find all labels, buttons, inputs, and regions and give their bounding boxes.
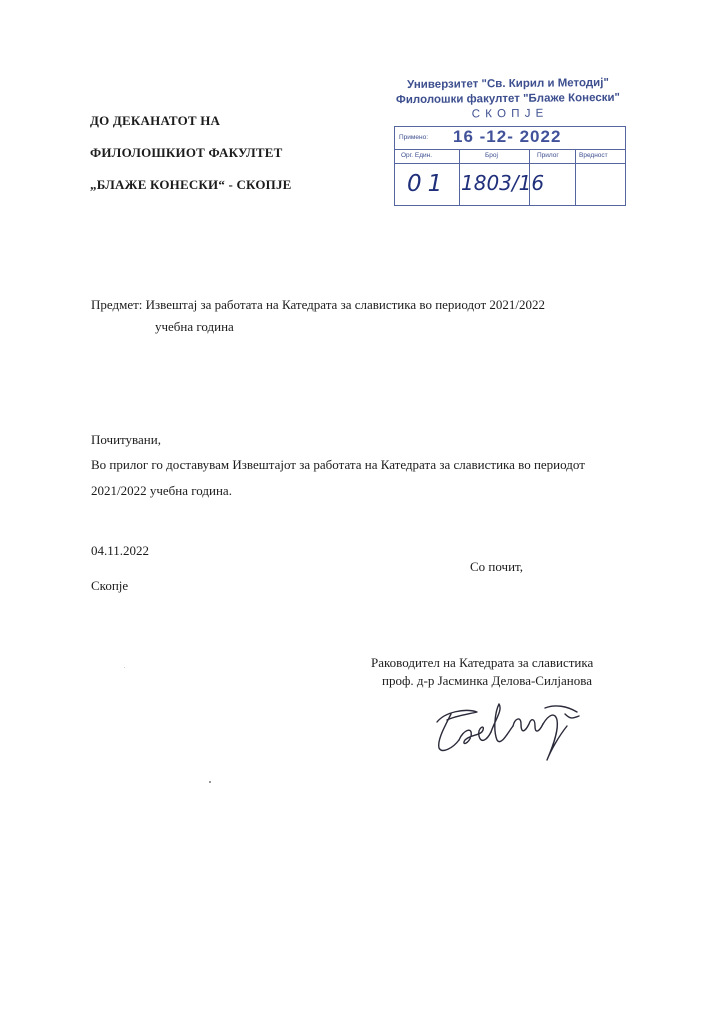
stamp-org-value: 01 xyxy=(407,171,449,197)
addressee-line-3: „БЛАЖЕ КОНЕСКИ“ - СКОПЈЕ xyxy=(90,177,292,192)
signatory-name: проф. д-р Јасминка Делова-Силјанова xyxy=(382,673,592,688)
stamp-city: С К О П Ј Е xyxy=(471,107,545,121)
registry-stamp xyxy=(390,78,626,208)
subject-line-1: Предмет: Извештај за работата на Катедрата за славистика во периодот 2021/2022 xyxy=(91,297,545,312)
stamp-table xyxy=(394,126,626,206)
addressee-line-1: ДО ДЕКАНАТОТ НА xyxy=(90,113,221,128)
closing: Со почит, xyxy=(470,559,523,574)
stamp-col-attachment: Прилог xyxy=(537,152,559,159)
letter-date: 04.11.2022 xyxy=(91,543,150,558)
stamp-faculty: Филолошки факултет "Блаже Конески" xyxy=(395,91,621,107)
stamp-col-value: Вредност xyxy=(579,152,608,159)
body-line-1: Во прилог го доставувам Извештајот за работата на Катедрата за славистика во периодот xyxy=(91,457,585,472)
signatory-title: Раководител на Катедрата за славистика xyxy=(371,655,594,670)
body-line-2: 2021/2022 учебна година. xyxy=(91,483,232,498)
stamp-received-date: 16 -12- 2022 xyxy=(453,127,562,146)
letter-place: Скопје xyxy=(91,578,129,593)
subject-line-2: учебна година xyxy=(155,319,234,334)
scan-speck xyxy=(209,781,211,783)
scan-speck xyxy=(124,667,125,668)
greeting: Почитувани, xyxy=(91,432,161,447)
stamp-col-number: Број xyxy=(485,152,498,159)
stamp-number-value: 1803/16 xyxy=(461,171,545,195)
stamp-col-org: Орг. Един. xyxy=(401,152,433,159)
handwritten-signature xyxy=(425,690,590,775)
stamp-received-label: Примено: xyxy=(399,134,429,141)
stamp-university: Универзитет "Св. Кирил и Методиј" xyxy=(407,76,609,92)
addressee-line-2: ФИЛОЛОШКИОТ ФАКУЛТЕТ xyxy=(90,145,283,160)
